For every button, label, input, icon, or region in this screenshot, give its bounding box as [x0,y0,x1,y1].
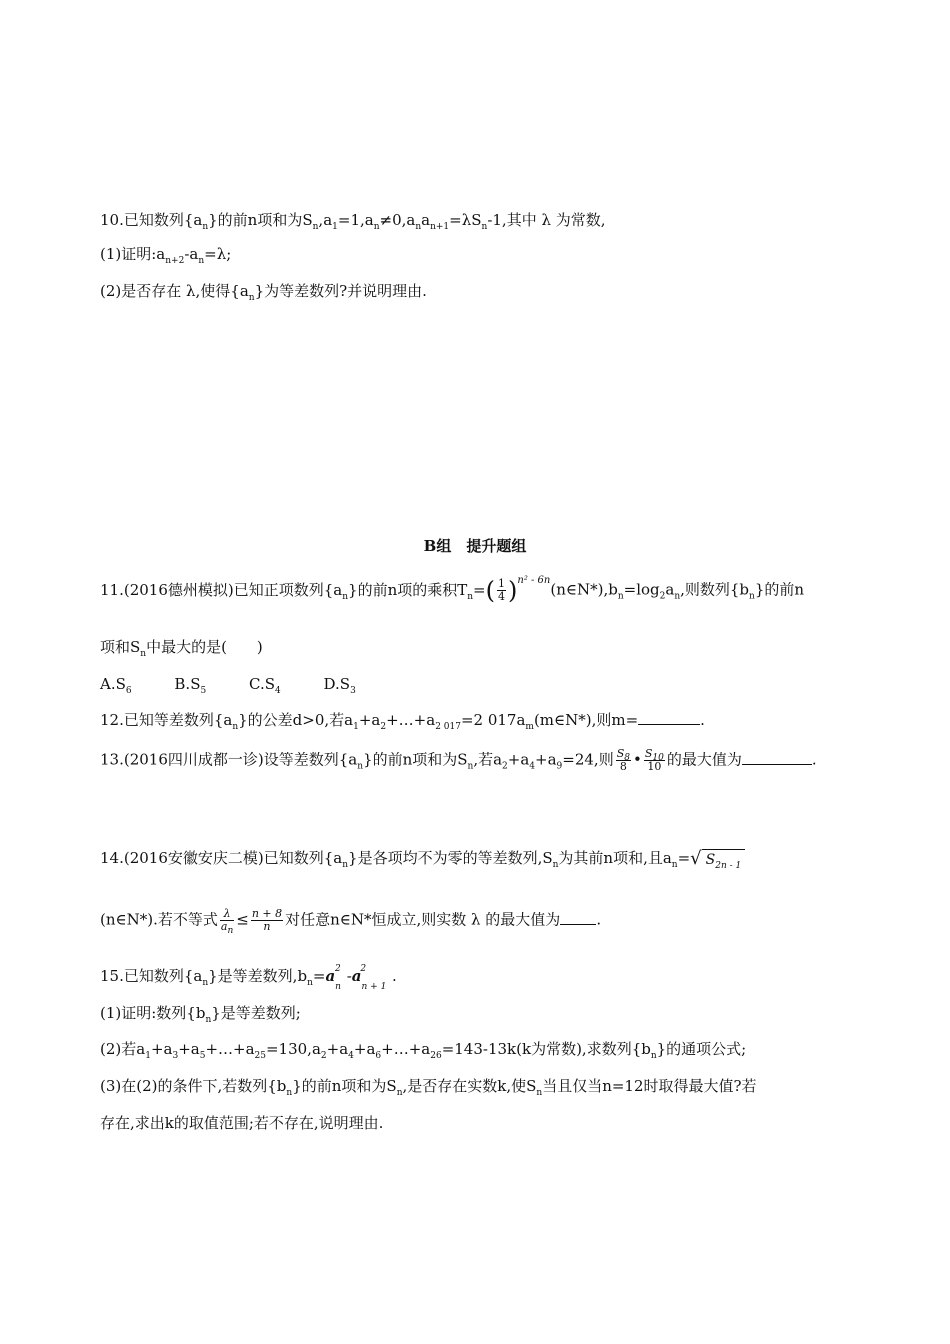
q11-options [100,674,356,694]
q15-part2: (2)若$a_1+a_3+a_5+\dots+a_{25}=130,a_2+a_4+a_6+\dots+a_{26}=143-13k(k$为常数),求数列$\{b_n\}$的通项公式; [100,1040,747,1061]
q11-option-d[interactable]: $D.S_3$ [323,675,356,696]
q11-fraction: $\frac{1}{4}$ [498,577,505,603]
q11-line2: 项和$S_n$中最大的是( ) [100,638,263,659]
q15-part3-line2: 存在,求出k的取值范围;若不存在,说明理由. [100,1114,384,1132]
q11-option-a[interactable]: $A.S_6$ [100,675,132,696]
q15-part3-line1: (3)在(2)的条件下,若数列$\{b_n\}$的前n项和为$S_n$,是否存在实数k,使$S_n$当且仅当n=12时取得最大值?若 [100,1077,757,1098]
q14-fraction-n: $\frac{n + 8}{n}$ [251,907,283,933]
q10-part2: (2)是否存在 λ,使得$\{a_n\}$为等差数列?并说明理由. [100,282,427,303]
q15-formula: $a_n^2$ $-a_{n + 1}^2$ [325,964,387,992]
q14-stem: 14.(2016安徽安庆二模)已知数列$\{a_n\}$是各项均不为零的等差数列$,S_n$为其前n项和,且$a_n=√$ $S_{2n - 1}$ [100,848,745,870]
q13-stem: 13.(2016四川成都一诊)设等差数列$\{a_n\}$的前n项和为$S_n$,若$a_2+a_4+a_9=24$,则 $\frac{S_8}{8}$ • $\frac{S_{10}}{10}$ 的最大值为 . [100,747,817,773]
q14-sqrt: √ $S_{2n - 1}$ [690,849,745,870]
q11-exponent: n² - 6n [517,574,551,586]
q11-prefix: 11.(2016德州模拟)已知正项数列$\{a_n\}$的前n项的乘积$T_n=$ [100,580,486,602]
q12-stem: 12.已知等差数列$\{a_n\}$的公差d>0,若$a_1+a_2+\dots+a_{2 017}=2$ $017a_m(m\in N*)$,则m= . [100,711,705,732]
q14-line2: (n∈N*).若不等式 $\frac{\lambda}{a_n}$ ≤ $\frac{n + 8}{n}$ 对任意n∈N*恒成立,则实数 λ 的最大值为 . [100,907,602,937]
q10-part1: (1)证明$:a_{n+2}-a_n=\lambda$; [100,245,232,266]
q14-fraction-lambda: $\frac{\lambda}{a_n}$ [220,907,234,937]
q12-answer-blank[interactable] [638,710,700,725]
q11-option-c[interactable]: $C.S_4$ [249,675,281,696]
section-title: B组 提升题组 [423,537,527,555]
q13-answer-blank[interactable] [742,750,812,765]
q15-part1: (1)证明:数列$\{b_n\}$是等差数列; [100,1004,301,1025]
q13-fraction-s8: $\frac{S_8}{8}$ [616,747,630,773]
q15-stem: 15.已知数列$\{a_n\}$是等差数列$,b_n=a_n^2$ $-a_{n + 1}^2$ . [100,964,397,992]
q14-answer-blank[interactable] [560,910,596,925]
q11-stem: 11.(2016德州模拟)已知正项数列$\{a_n\}$的前n项的乘积$T_n=$( $\frac{1}{4}$ )$^{n^2 - 6n}(n\in N*),b_n=\log_2a_n$,则数列$\{b_n\}$的前n [100,574,805,605]
q13-fraction-s10: $\frac{S_{10}}{10}$ [644,747,664,773]
q11-option-b[interactable]: $B.S_5$ [174,675,207,696]
q10-stem: 10.已知数列$\{a_n\}$的前n项和为$S_n,a_1=1,a_n\ne 0,a_na_{n+1}=\lambda S_n-1$,其中 λ 为常数, [100,211,606,232]
